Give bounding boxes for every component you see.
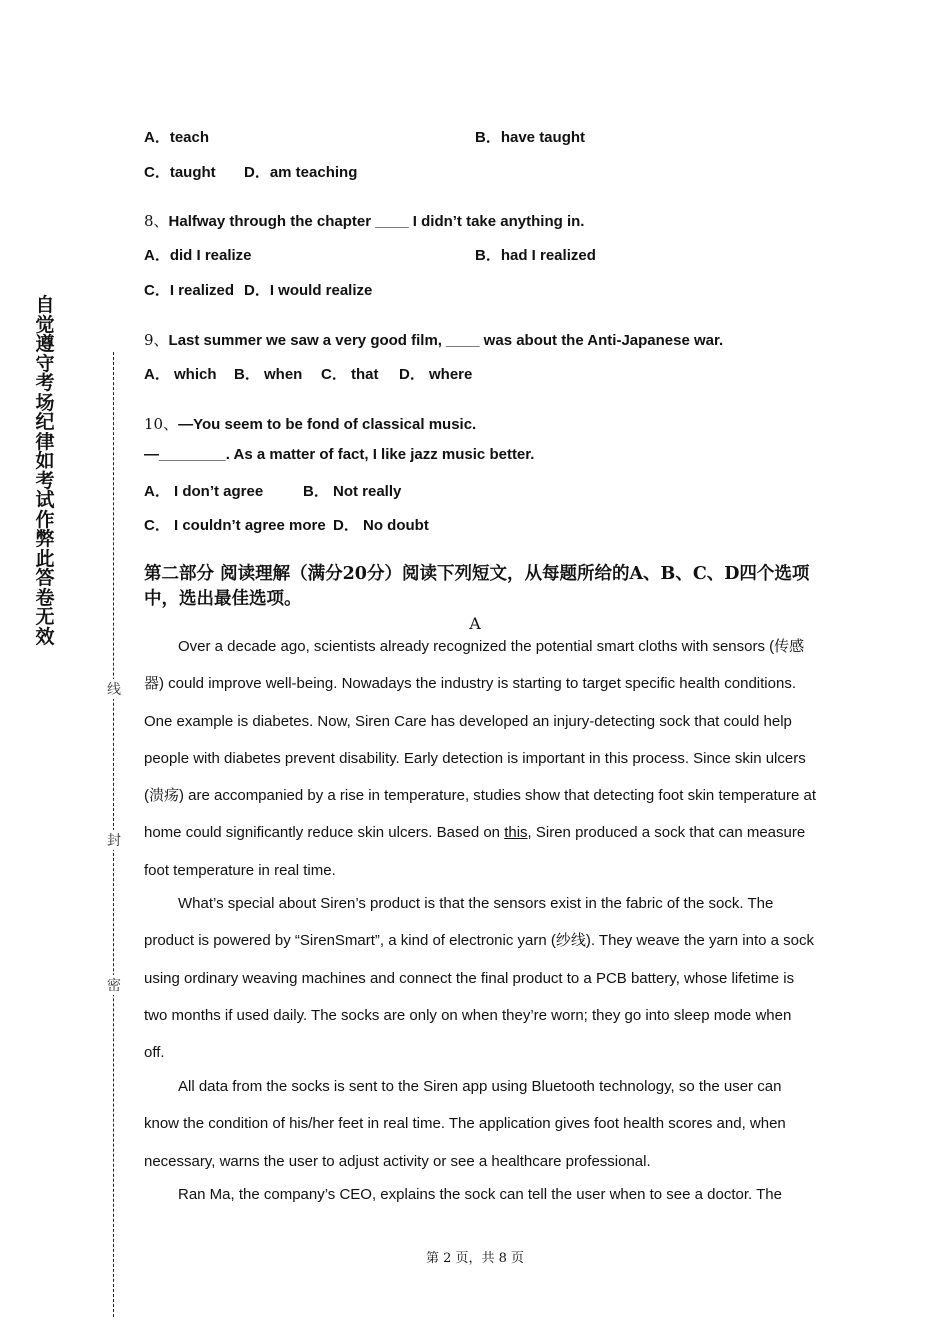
- q9-number: 9、: [144, 331, 169, 349]
- q9-stem-line: [144, 329, 723, 350]
- q10-number: 10、: [144, 415, 179, 433]
- passage-paragraph-2: [144, 885, 816, 1071]
- q10-option-d: D． No doubt: [333, 517, 429, 534]
- q7-option-d: D．am teaching: [244, 164, 358, 181]
- seal-mark-line: 线: [106, 679, 122, 699]
- q9-stem: Last summer we saw a very good film, ____ was about the Anti-Japanese war.: [168, 332, 724, 349]
- q10-stem-line1: [144, 413, 476, 434]
- seal-mark-seal: 封: [106, 830, 122, 850]
- p2-text: What’s special about Siren’s product is that the sensors exist in the fabric of the sock. The product is powered by “SirenSmart”, a kind of electronic yarn (纱线). They weave the yarn into a sock using ordinary weaving machines and connect the final product to a PCB battery, whose lifetime is two months if used daily. The socks are only on when they’re worn; they go into sleep mode when off.: [144, 895, 815, 1062]
- q10-option-c: C． I couldn’t agree more: [144, 517, 326, 534]
- q10-option-b: B． Not really: [303, 483, 402, 500]
- q8-stem: Halfway through the chapter ____ I didn’t take anything in.: [168, 213, 585, 230]
- q7-option-c: C．taught: [144, 164, 216, 181]
- q9-options: [144, 363, 472, 384]
- q10-options-cd: [144, 514, 429, 535]
- page-number: 第 2 页，共 8 页: [425, 1251, 525, 1266]
- q9-option-a: A． which: [144, 366, 217, 383]
- q8-options-cd: [144, 279, 372, 300]
- q10-option-a: A． I don’t agree: [144, 483, 264, 500]
- seal-mark-secret: 密: [106, 975, 122, 995]
- q7-option-a: A．teach: [144, 129, 210, 146]
- q10-stem-2: —________. As a matter of fact, I like jazz music better.: [144, 446, 535, 463]
- passage-paragraph-3: [144, 1068, 816, 1180]
- p1-text-b: , Siren produced a sock that can measure foot temperature in real time.: [144, 824, 806, 879]
- p1-underlined-word: this: [504, 824, 528, 842]
- exam-rule-note: 自觉遵守考场纪律如考试作弊此答卷无效: [35, 294, 55, 648]
- q7-options-cd: [144, 161, 357, 182]
- p4-text: Ran Ma, the company’s CEO, explains the sock can tell the user when to see a doctor. The: [178, 1186, 782, 1203]
- passage-paragraph-4: [144, 1176, 816, 1213]
- section-heading: 第二部分 阅读理解（满分20分）阅读下列短文，从每题所给的A、B、C、D四个选项中，选出最佳选项。: [144, 564, 810, 609]
- passage-paragraph-1: [144, 628, 816, 889]
- q7-option-b: B．have taught: [475, 129, 586, 146]
- q9-option-b: B． when: [234, 366, 303, 383]
- p1-text-a: Over a decade ago, scientists already recognized the potential smart cloths with sensors (传感器) could improve well-being. Nowadays the industry is starting to target specific health conditions. One example is diabetes. Now, Siren Care has developed an injury-detecting sock that could help people with diabetes prevent disability. Early detection is important in this process. Since skin ulcers (溃疡) are accompanied by a rise in temperature, studies show that detecting foot skin temperature at home could significantly reduce skin ulcers. Based on: [144, 638, 816, 842]
- q9-option-c: C． that: [321, 366, 379, 383]
- passage-label: A: [469, 614, 481, 633]
- q10-stem-1: —You seem to be fond of classical music.: [178, 416, 477, 433]
- q8-stem-line: [144, 210, 584, 231]
- q8-option-a: A．did I realize: [144, 247, 252, 264]
- q10-options-ab: [144, 480, 401, 501]
- p3-text: All data from the socks is sent to the Siren app using Bluetooth technology, so the user can know the condition of his/her feet in real time. The application gives foot health scores and, when necessary, warns the user to adjust activity or see a healthcare professional.: [144, 1078, 786, 1170]
- q8-number: 8、: [144, 212, 169, 230]
- q8-option-c: C．I realized: [144, 282, 235, 299]
- q8-option-b: B．had I realized: [475, 247, 596, 264]
- q9-option-d: D． where: [399, 366, 473, 383]
- q8-option-d: D．I would realize: [244, 282, 373, 299]
